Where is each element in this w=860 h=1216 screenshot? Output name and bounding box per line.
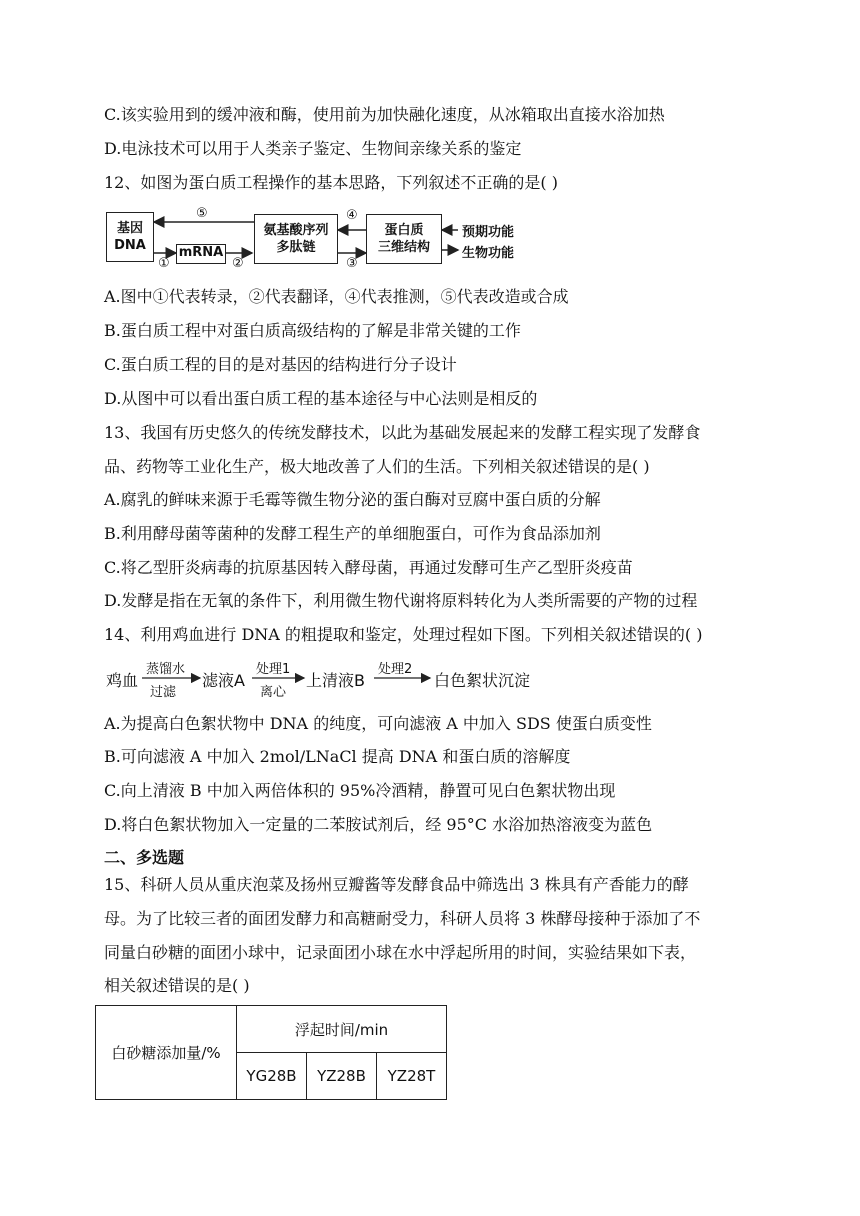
dna-extraction-flow <box>104 656 564 700</box>
q14-option-b: B.可向滤液 A 中加入 2mol/LNaCl 提高 DNA 和蛋白质的溶解度 <box>104 747 571 766</box>
q13-option-c: C.将乙型肝炎病毒的抗原基因转入酵母菌，再通过发酵可生产乙型肝炎疫苗 <box>104 558 633 577</box>
q12-stem: 12、如图为蛋白质工程操作的基本思路，下列叙述不正确的是( ) <box>104 173 558 192</box>
flow-step1-bottom: 过滤 <box>150 685 177 700</box>
gene-label: 基因 <box>116 221 143 236</box>
q13-stem-line1: 13、我国有历史悠久的传统发酵技术，以此为基础发展起来的发酵工程实现了发酵食 <box>104 423 701 442</box>
q13-stem-line2: 品、药物等工业化生产，极大地改善了人们的生活。下列相关叙述错误的是( ) <box>104 457 650 476</box>
q13-option-b: B.利用酵母菌等菌种的发酵工程生产的单细胞蛋白，可作为食品添加剂 <box>104 524 601 543</box>
dna-label: DNA <box>114 238 146 253</box>
flow-chicken-blood: 鸡血 <box>106 671 139 690</box>
q15-stem-line4: 相关叙述错误的是( ) <box>104 976 250 995</box>
protein-engineering-diagram <box>104 206 544 276</box>
amino-acid-box <box>254 214 338 264</box>
q13-option-d: D.发酵是指在无氧的条件下，利用微生物代谢将原料转化为人类所需要的产物的过程 <box>104 591 698 610</box>
q12-option-c: C.蛋白质工程的目的是对基因的结构进行分子设计 <box>104 355 457 374</box>
expected-function-label: 预期功能 <box>462 225 515 240</box>
peptide-label: 多肽链 <box>276 240 316 255</box>
q15-stem-line2: 母。为了比较三者的面团发酵力和高糖耐受力，科研人员将 3 株酵母接种于添加了不 <box>104 909 701 928</box>
mrna-box <box>176 244 226 264</box>
q12-option-a: A.图中①代表转录，②代表翻译，④代表推测，⑤代表改造或合成 <box>104 287 569 306</box>
step-3-label: ③ <box>346 256 358 271</box>
q12-option-b: B.蛋白质工程中对蛋白质高级结构的了解是非常关键的工作 <box>104 321 521 340</box>
flow-supernatant-b: 上清液B <box>306 671 365 690</box>
q15-table <box>95 1005 447 1100</box>
q13-option-a: A.腐乳的鲜味来源于毛霉等微生物分泌的蛋白酶对豆腐中蛋白质的分解 <box>104 490 601 509</box>
step-1-label: ① <box>158 256 170 271</box>
gene-dna-box <box>106 212 154 262</box>
q14-option-d: D.将白色絮状物加入一定量的二苯胺试剂后，经 95°C 水浴加热溶液变为蓝色 <box>104 815 653 834</box>
sugar-header: 白砂糖添加量/% <box>96 1006 237 1100</box>
flow-step2-top: 处理1 <box>256 662 291 677</box>
flow-filtrate-a: 滤液A <box>202 671 245 690</box>
mrna-label: mRNA <box>178 245 224 260</box>
amino-label: 氨基酸序列 <box>263 223 329 238</box>
flow-step1-top: 蒸馏水 <box>146 662 186 677</box>
q12-option-d: D.从图中可以看出蛋白质工程的基本途径与中心法则是相反的 <box>104 389 538 408</box>
col-yg28b: YG28B <box>237 1053 307 1100</box>
structure-label: 三维结构 <box>377 240 430 255</box>
q11-option-d: D.电泳技术可以用于人类亲子鉴定、生物间亲缘关系的鉴定 <box>104 139 522 158</box>
step-2-label: ② <box>232 256 244 271</box>
flow-white-precipitate: 白色絮状沉淀 <box>434 671 531 690</box>
flow-step3-top: 处理2 <box>378 662 413 677</box>
float-time-header: 浮起时间/min <box>237 1006 447 1053</box>
q11-option-c: C.该实验用到的缓冲液和酶，使用前为加快融化速度，从冰箱取出直接水浴加热 <box>104 105 665 124</box>
q14-option-c: C.向上清液 B 中加入两倍体积的 95%冷酒精，静置可见白色絮状物出现 <box>104 781 616 800</box>
step-4-label: ④ <box>346 208 358 223</box>
section-heading: 二、多选题 <box>104 848 185 867</box>
q15-stem-line1: 15、科研人员从重庆泡菜及扬州豆瓣酱等发酵食品中筛选出 3 株具有产香能力的酵 <box>104 875 689 894</box>
protein-structure-box <box>366 214 442 264</box>
col-yz28t: YZ28T <box>377 1053 447 1100</box>
col-yz28b: YZ28B <box>307 1053 377 1100</box>
q15-stem-line3: 同量白砂糖的面团小球中，记录面团小球在水中浮起所用的时间，实验结果如下表， <box>104 943 697 962</box>
flow-step2-bottom: 离心 <box>260 685 287 700</box>
bio-function-label: 生物功能 <box>462 246 515 261</box>
q14-option-a: A.为提高白色絮状物中 DNA 的纯度，可向滤液 A 中加入 SDS 使蛋白质变性 <box>104 714 652 733</box>
protein-label: 蛋白质 <box>384 223 424 238</box>
q14-stem: 14、利用鸡血进行 DNA 的粗提取和鉴定，处理过程如下图。下列相关叙述错误的( ) <box>104 625 703 644</box>
step-5-label: ⑤ <box>196 206 208 221</box>
